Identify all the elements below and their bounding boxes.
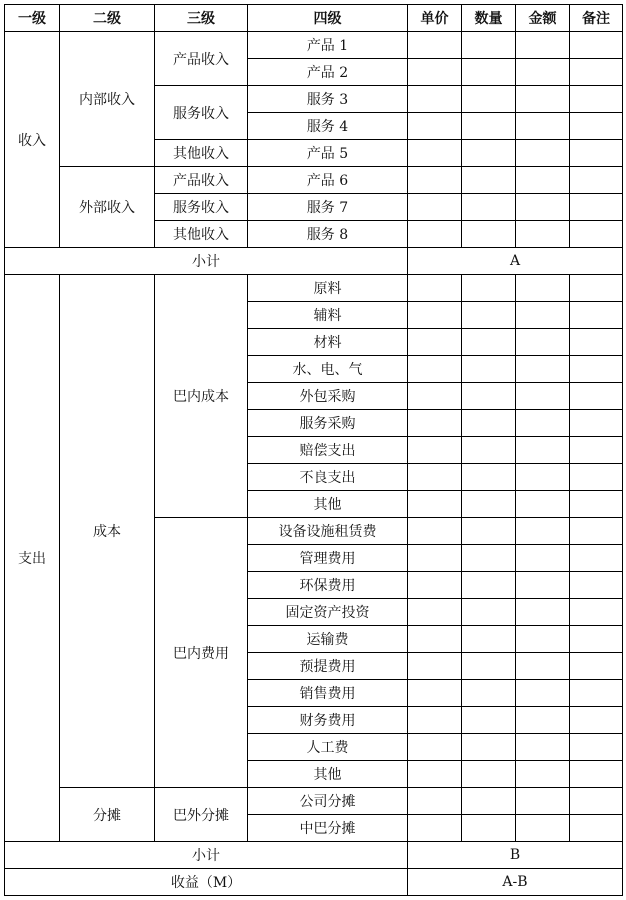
- quantity-cell[interactable]: [462, 788, 516, 815]
- item-cell: 固定资产投资: [248, 599, 408, 626]
- internal-cost-label: 巴内成本: [155, 275, 248, 518]
- unit-price-cell[interactable]: [408, 302, 462, 329]
- remarks-cell[interactable]: [570, 221, 623, 248]
- unit-price-cell[interactable]: [408, 815, 462, 842]
- quantity-cell[interactable]: [462, 626, 516, 653]
- unit-price-cell[interactable]: [408, 437, 462, 464]
- unit-price-cell[interactable]: [408, 167, 462, 194]
- unit-price-cell[interactable]: [408, 734, 462, 761]
- amount-cell[interactable]: [516, 140, 570, 167]
- amount-cell[interactable]: [516, 464, 570, 491]
- service-income-label: 服务收入: [155, 194, 248, 221]
- item-cell: 中巴分摊: [248, 815, 408, 842]
- amount-cell[interactable]: [516, 788, 570, 815]
- quantity-cell[interactable]: [462, 356, 516, 383]
- remarks-cell[interactable]: [570, 545, 623, 572]
- table-row: [5, 167, 623, 194]
- remarks-cell[interactable]: [570, 437, 623, 464]
- remarks-cell[interactable]: [570, 518, 623, 545]
- unit-price-cell[interactable]: [408, 788, 462, 815]
- item-cell: 水、电、气: [248, 356, 408, 383]
- remarks-cell[interactable]: [570, 815, 623, 842]
- unit-price-cell[interactable]: [408, 32, 462, 59]
- remarks-cell[interactable]: [570, 275, 623, 302]
- unit-price-cell[interactable]: [408, 140, 462, 167]
- quantity-cell[interactable]: [462, 32, 516, 59]
- amount-cell[interactable]: [516, 32, 570, 59]
- quantity-cell[interactable]: [462, 221, 516, 248]
- item-cell: 服务 7: [248, 194, 408, 221]
- remarks-cell[interactable]: [570, 302, 623, 329]
- other-income-label: 其他收入: [155, 221, 248, 248]
- unit-price-cell[interactable]: [408, 86, 462, 113]
- item-cell: 产品 1: [248, 32, 408, 59]
- quantity-cell[interactable]: [462, 599, 516, 626]
- remarks-cell[interactable]: [570, 572, 623, 599]
- item-cell: 财务费用: [248, 707, 408, 734]
- item-cell: 公司分摊: [248, 788, 408, 815]
- item-cell: 赔偿支出: [248, 437, 408, 464]
- quantity-cell[interactable]: [462, 383, 516, 410]
- quantity-cell[interactable]: [462, 302, 516, 329]
- quantity-cell[interactable]: [462, 734, 516, 761]
- item-cell: 服务 8: [248, 221, 408, 248]
- allocation-label: 分摊: [60, 788, 155, 842]
- item-cell: 预提费用: [248, 653, 408, 680]
- remarks-cell[interactable]: [570, 329, 623, 356]
- header-level4: 四级: [248, 5, 408, 32]
- item-cell: 设备设施租赁费: [248, 518, 408, 545]
- external-income-label: 外部收入: [60, 167, 155, 248]
- header-level3: 三级: [155, 5, 248, 32]
- income-subtotal-label: 小计: [5, 248, 408, 275]
- remarks-cell[interactable]: [570, 86, 623, 113]
- remarks-cell[interactable]: [570, 32, 623, 59]
- amount-cell[interactable]: [516, 167, 570, 194]
- quantity-cell[interactable]: [462, 761, 516, 788]
- amount-cell[interactable]: [516, 356, 570, 383]
- unit-price-cell[interactable]: [408, 572, 462, 599]
- amount-cell[interactable]: [516, 221, 570, 248]
- amount-cell[interactable]: [516, 194, 570, 221]
- quantity-cell[interactable]: [462, 275, 516, 302]
- item-cell: 服务 3: [248, 86, 408, 113]
- item-cell: 其他: [248, 491, 408, 518]
- amount-cell[interactable]: [516, 599, 570, 626]
- header-row: [5, 5, 623, 32]
- item-cell: 销售费用: [248, 680, 408, 707]
- unit-price-cell[interactable]: [408, 410, 462, 437]
- amount-cell[interactable]: [516, 707, 570, 734]
- quantity-cell[interactable]: [462, 464, 516, 491]
- header-level2: 二级: [60, 5, 155, 32]
- quantity-cell[interactable]: [462, 815, 516, 842]
- amount-cell[interactable]: [516, 437, 570, 464]
- quantity-cell[interactable]: [462, 140, 516, 167]
- unit-price-cell[interactable]: [408, 275, 462, 302]
- quantity-cell[interactable]: [462, 437, 516, 464]
- remarks-cell[interactable]: [570, 761, 623, 788]
- product-income-label: 产品收入: [155, 32, 248, 86]
- amount-cell[interactable]: [516, 59, 570, 86]
- table-row: [5, 32, 623, 59]
- remarks-cell[interactable]: [570, 356, 623, 383]
- unit-price-cell[interactable]: [408, 194, 462, 221]
- remarks-cell[interactable]: [570, 707, 623, 734]
- unit-price-cell[interactable]: [408, 518, 462, 545]
- service-income-label: 服务收入: [155, 86, 248, 140]
- item-cell: 产品 2: [248, 59, 408, 86]
- other-income-label: 其他收入: [155, 140, 248, 167]
- remarks-cell[interactable]: [570, 734, 623, 761]
- item-cell: 辅料: [248, 302, 408, 329]
- profit-row: [5, 869, 623, 896]
- unit-price-cell[interactable]: [408, 626, 462, 653]
- remarks-cell[interactable]: [570, 167, 623, 194]
- table-row: [5, 788, 623, 815]
- remarks-cell[interactable]: [570, 194, 623, 221]
- cost-label: 成本: [60, 275, 155, 788]
- amount-cell[interactable]: [516, 275, 570, 302]
- remarks-cell[interactable]: [570, 653, 623, 680]
- item-cell: 环保费用: [248, 572, 408, 599]
- header-level1: 一级: [5, 5, 60, 32]
- unit-price-cell[interactable]: [408, 680, 462, 707]
- item-cell: 服务采购: [248, 410, 408, 437]
- unit-price-cell[interactable]: [408, 491, 462, 518]
- remarks-cell[interactable]: [570, 680, 623, 707]
- unit-price-cell[interactable]: [408, 464, 462, 491]
- amount-cell[interactable]: [516, 680, 570, 707]
- amount-cell[interactable]: [516, 626, 570, 653]
- amount-cell[interactable]: [516, 383, 570, 410]
- quantity-cell[interactable]: [462, 410, 516, 437]
- internal-expense-label: 巴内费用: [155, 518, 248, 788]
- amount-cell[interactable]: [516, 491, 570, 518]
- external-allocation-label: 巴外分摊: [155, 788, 248, 842]
- item-cell: 人工费: [248, 734, 408, 761]
- expense-subtotal-row: [5, 842, 623, 869]
- amount-cell[interactable]: [516, 329, 570, 356]
- product-income-label: 产品收入: [155, 167, 248, 194]
- unit-price-cell[interactable]: [408, 356, 462, 383]
- remarks-cell[interactable]: [570, 464, 623, 491]
- amount-cell[interactable]: [516, 734, 570, 761]
- amount-cell[interactable]: [516, 86, 570, 113]
- item-cell: 服务 4: [248, 113, 408, 140]
- quantity-cell[interactable]: [462, 86, 516, 113]
- remarks-cell[interactable]: [570, 59, 623, 86]
- remarks-cell[interactable]: [570, 113, 623, 140]
- unit-price-cell[interactable]: [408, 59, 462, 86]
- income-label: 收入: [5, 32, 60, 248]
- item-cell: 其他: [248, 761, 408, 788]
- quantity-cell[interactable]: [462, 707, 516, 734]
- amount-cell[interactable]: [516, 545, 570, 572]
- quantity-cell[interactable]: [462, 545, 516, 572]
- income-expense-table: [4, 4, 623, 896]
- remarks-cell[interactable]: [570, 788, 623, 815]
- unit-price-cell[interactable]: [408, 221, 462, 248]
- unit-price-cell[interactable]: [408, 653, 462, 680]
- unit-price-cell[interactable]: [408, 545, 462, 572]
- item-cell: 产品 6: [248, 167, 408, 194]
- remarks-cell[interactable]: [570, 599, 623, 626]
- unit-price-cell[interactable]: [408, 113, 462, 140]
- remarks-cell[interactable]: [570, 626, 623, 653]
- amount-cell[interactable]: [516, 815, 570, 842]
- expense-label: 支出: [5, 275, 60, 842]
- quantity-cell[interactable]: [462, 167, 516, 194]
- remarks-cell[interactable]: [570, 491, 623, 518]
- amount-cell[interactable]: [516, 518, 570, 545]
- item-cell: 材料: [248, 329, 408, 356]
- quantity-cell[interactable]: [462, 113, 516, 140]
- remarks-cell[interactable]: [570, 383, 623, 410]
- expense-subtotal-value: B: [408, 842, 623, 869]
- amount-cell[interactable]: [516, 761, 570, 788]
- amount-cell[interactable]: [516, 113, 570, 140]
- income-subtotal-value: A: [408, 248, 623, 275]
- unit-price-cell[interactable]: [408, 599, 462, 626]
- amount-cell[interactable]: [516, 410, 570, 437]
- item-cell: 运输费: [248, 626, 408, 653]
- header-remarks: 备注: [570, 5, 623, 32]
- income-subtotal-row: [5, 248, 623, 275]
- quantity-cell[interactable]: [462, 518, 516, 545]
- amount-cell[interactable]: [516, 572, 570, 599]
- remarks-cell[interactable]: [570, 410, 623, 437]
- amount-cell[interactable]: [516, 653, 570, 680]
- quantity-cell[interactable]: [462, 59, 516, 86]
- quantity-cell[interactable]: [462, 491, 516, 518]
- profit-value: A-B: [408, 869, 623, 896]
- header-unit-price: 单价: [408, 5, 462, 32]
- unit-price-cell[interactable]: [408, 761, 462, 788]
- unit-price-cell[interactable]: [408, 329, 462, 356]
- unit-price-cell[interactable]: [408, 707, 462, 734]
- table-row: [5, 275, 623, 302]
- item-cell: 原料: [248, 275, 408, 302]
- unit-price-cell[interactable]: [408, 383, 462, 410]
- remarks-cell[interactable]: [570, 140, 623, 167]
- header-amount: 金额: [516, 5, 570, 32]
- quantity-cell[interactable]: [462, 194, 516, 221]
- item-cell: 产品 5: [248, 140, 408, 167]
- quantity-cell[interactable]: [462, 653, 516, 680]
- item-cell: 不良支出: [248, 464, 408, 491]
- quantity-cell[interactable]: [462, 572, 516, 599]
- internal-income-label: 内部收入: [60, 32, 155, 167]
- amount-cell[interactable]: [516, 302, 570, 329]
- quantity-cell[interactable]: [462, 680, 516, 707]
- item-cell: 管理费用: [248, 545, 408, 572]
- expense-subtotal-label: 小计: [5, 842, 408, 869]
- header-quantity: 数量: [462, 5, 516, 32]
- quantity-cell[interactable]: [462, 329, 516, 356]
- item-cell: 外包采购: [248, 383, 408, 410]
- profit-label: 收益（M）: [5, 869, 408, 896]
